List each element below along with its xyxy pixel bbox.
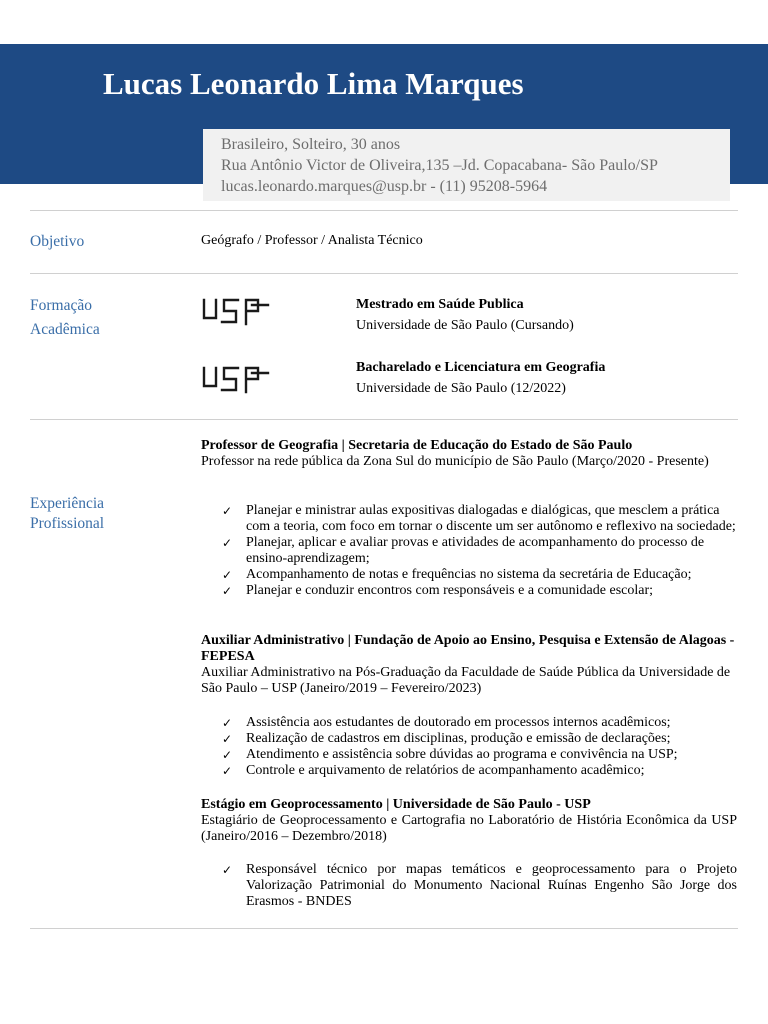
education-item [356, 294, 574, 336]
education-degree: Mestrado em Saúde Publica [356, 297, 524, 312]
divider [30, 210, 738, 211]
bullet-item: ✓ Planejar, aplicar e avaliar provas e atividades de acompanhamento do processo de ensino-aprendizagem; [222, 535, 705, 566]
check-icon: ✓ [222, 716, 233, 730]
bullet-item: ✓ Planejar e conduzir encontros com responsáveis e a comunidade escolar; [222, 583, 654, 598]
bullet-item: ✓ Atendimento e assistência sobre dúvidas ao programa e convivência na USP; [222, 747, 678, 762]
education-institution: Universidade de São Paulo (12/2022) [356, 381, 566, 396]
section-label-line: Profissional [30, 515, 105, 532]
divider [30, 419, 738, 420]
job-bullets [222, 715, 737, 779]
contact-address: Rua Antônio Victor de Oliveira,135 –Jd. Copacabana- São Paulo/SP [221, 157, 658, 174]
check-icon: ✓ [222, 748, 233, 762]
usp-logo-icon [202, 366, 270, 394]
section-label-line: Formação [30, 297, 92, 314]
section-label-objective: Objetivo [30, 233, 85, 250]
check-icon: ✓ [222, 504, 233, 518]
contact-box [203, 129, 730, 201]
bullet-item: ✓ Responsável técnico por mapas temáticos e geoprocessamento para o Projeto Valorização Patrimonial do Monumento Nacional Ruínas Engenho São Jorge dos Erasmos - BNDES [222, 862, 737, 909]
bullet-item: ✓ Controle e arquivamento de relatórios de acompanhamento acadêmico; [222, 763, 645, 778]
check-icon: ✓ [222, 732, 233, 746]
bullet-item: ✓ Assistência aos estudantes de doutorado em processos internos acadêmicos; [222, 715, 671, 730]
job-description: Estagiário de Geoprocessamento e Cartografia no Laboratório de História Econômica da USP (Janeiro/2016 – Dezembro/2018) [201, 813, 737, 844]
bullet-item: ✓ Planejar e ministrar aulas expositivas dialogadas e dialógicas, que mesclem a prática com a teoria, com foco em tornar o discente um ser autônomo e reflexivo na sociedade; [222, 503, 736, 534]
section-label-experience [30, 494, 104, 534]
check-icon: ✓ [222, 863, 233, 877]
section-label-line: Experiência [30, 495, 105, 512]
section-label-line: Acadêmica [30, 321, 100, 338]
job-bullets [222, 862, 737, 910]
check-icon: ✓ [222, 536, 233, 550]
divider [30, 928, 738, 929]
job-entry [201, 797, 737, 845]
divider [30, 273, 738, 274]
usp-logo-icon [202, 298, 270, 326]
objective-text: Geógrafo / Professor / Analista Técnico [201, 233, 423, 248]
education-degree: Bacharelado e Licenciatura em Geografia [356, 360, 606, 375]
contact-email-phone: lucas.leonardo.marques@usp.br - (11) 95208-5964 [221, 178, 548, 195]
job-title: Estágio em Geoprocessamento | Universidade de São Paulo - USP [201, 797, 591, 812]
job-description: Professor na rede pública da Zona Sul do município de São Paulo (Março/2020 - Presente) [201, 454, 709, 469]
job-title: Professor de Geografia | Secretaria de Educação do Estado de São Paulo [201, 438, 633, 453]
education-item [356, 357, 605, 399]
job-title: Auxiliar Administrativo | Fundação de Apoio ao Ensino, Pesquisa e Extensão de Alagoas - FEPESA [201, 633, 735, 664]
check-icon: ✓ [222, 584, 233, 598]
job-description: Auxiliar Administrativo na Pós-Graduação da Faculdade de Saúde Pública da Universidade de São Paulo – USP (Janeiro/2019 – Fevereiro/2023) [201, 665, 731, 696]
check-icon: ✓ [222, 568, 233, 582]
job-entry [201, 438, 737, 470]
job-bullets [222, 503, 737, 599]
education-institution: Universidade de São Paulo (Cursando) [356, 318, 574, 333]
bullet-item: ✓ Acompanhamento de notas e frequências no sistema da secretária de Educação; [222, 567, 692, 582]
contact-personal: Brasileiro, Solteiro, 30 anos [221, 136, 401, 153]
check-icon: ✓ [222, 764, 233, 778]
bullet-item: ✓ Realização de cadastros em disciplinas, produção e emissão de declarações; [222, 731, 671, 746]
candidate-name: Lucas Leonardo Lima Marques [103, 66, 524, 101]
section-label-education [30, 294, 100, 342]
job-entry [201, 633, 737, 697]
